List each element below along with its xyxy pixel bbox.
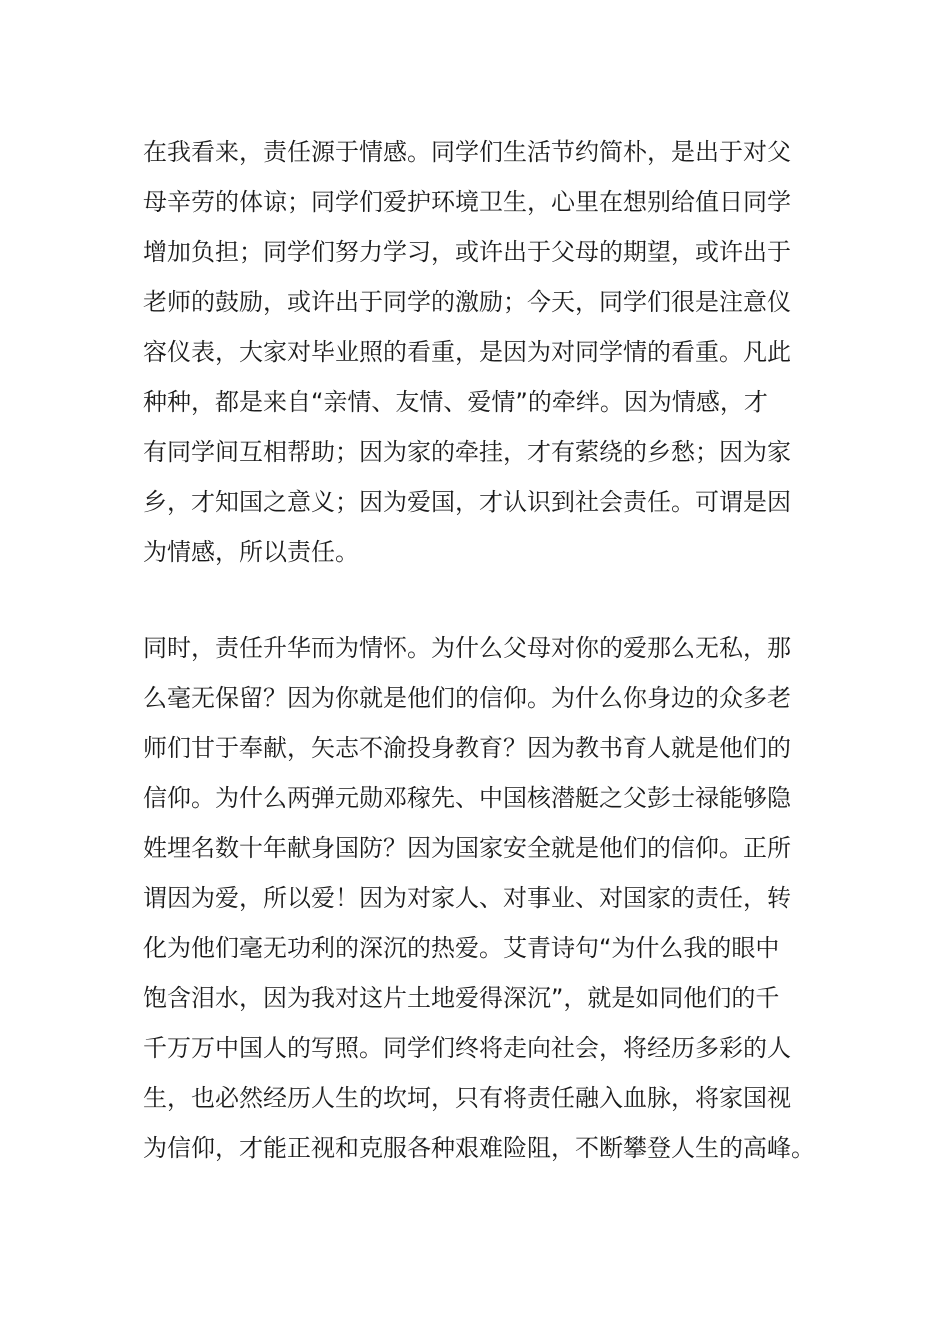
text-line: 乡，才知国之意义；因为爱国，才认识到社会责任。可谓是因 [143, 488, 791, 516]
text-line: 么毫无保留？因为你就是他们的信仰。为什么你身边的众多老 [143, 684, 791, 712]
text-line: 容仪表，大家对毕业照的看重，是因为对同学情的看重。凡此 [143, 338, 791, 366]
text-line: 饱含泪水，因为我对这片土地爱得深沉”，就是如同他们的千 [143, 984, 780, 1012]
paragraph-responsibility-from-emotion [143, 127, 813, 577]
text-line: 老师的鼓励，或许出于同学的激励；今天，同学们很是注意仪 [143, 288, 791, 316]
text-line: 同时，责任升华而为情怀。为什么父母对你的爱那么无私，那 [143, 634, 791, 662]
text-line: 在我看来，责任源于情感。同学们生活节约简朴，是出于对父 [143, 138, 791, 166]
text-line: 为情感，所以责任。 [143, 538, 359, 566]
text-line: 谓因为爱，所以爱！因为对家人、对事业、对国家的责任，转 [143, 884, 791, 912]
text-line: 师们甘于奉献，矢志不渝投身教育？因为教书育人就是他们的 [143, 734, 791, 762]
text-line: 有同学间互相帮助；因为家的牵挂，才有萦绕的乡愁；因为家 [143, 438, 791, 466]
text-line: 增加负担；同学们努力学习，或许出于父母的期望，或许出于 [143, 238, 791, 266]
text-line: 信仰。为什么两弹元勋邓稼先、中国核潜艇之父彭士禄能够隐 [143, 784, 791, 812]
paragraph-responsibility-to-patriotism [143, 623, 813, 1173]
text-line: 种种，都是来自“亲情、友情、爱情”的牵绊。因为情感，才 [143, 388, 768, 416]
text-line: 为信仰，才能正视和克服各种艰难险阻，不断攀登人生的高峰。 [143, 1134, 815, 1162]
text-line: 化为他们毫无功利的深沉的热爱。艾青诗句“为什么我的眼中 [143, 934, 780, 962]
text-line: 姓埋名数十年献身国防？因为国家安全就是他们的信仰。正所 [143, 834, 791, 862]
text-line: 母辛劳的体谅；同学们爱护环境卫生，心里在想别给值日同学 [143, 188, 791, 216]
text-line: 生，也必然经历人生的坎坷，只有将责任融入血脉，将家国视 [143, 1084, 791, 1112]
text-line: 千万万中国人的写照。同学们终将走向社会，将经历多彩的人 [143, 1034, 791, 1062]
